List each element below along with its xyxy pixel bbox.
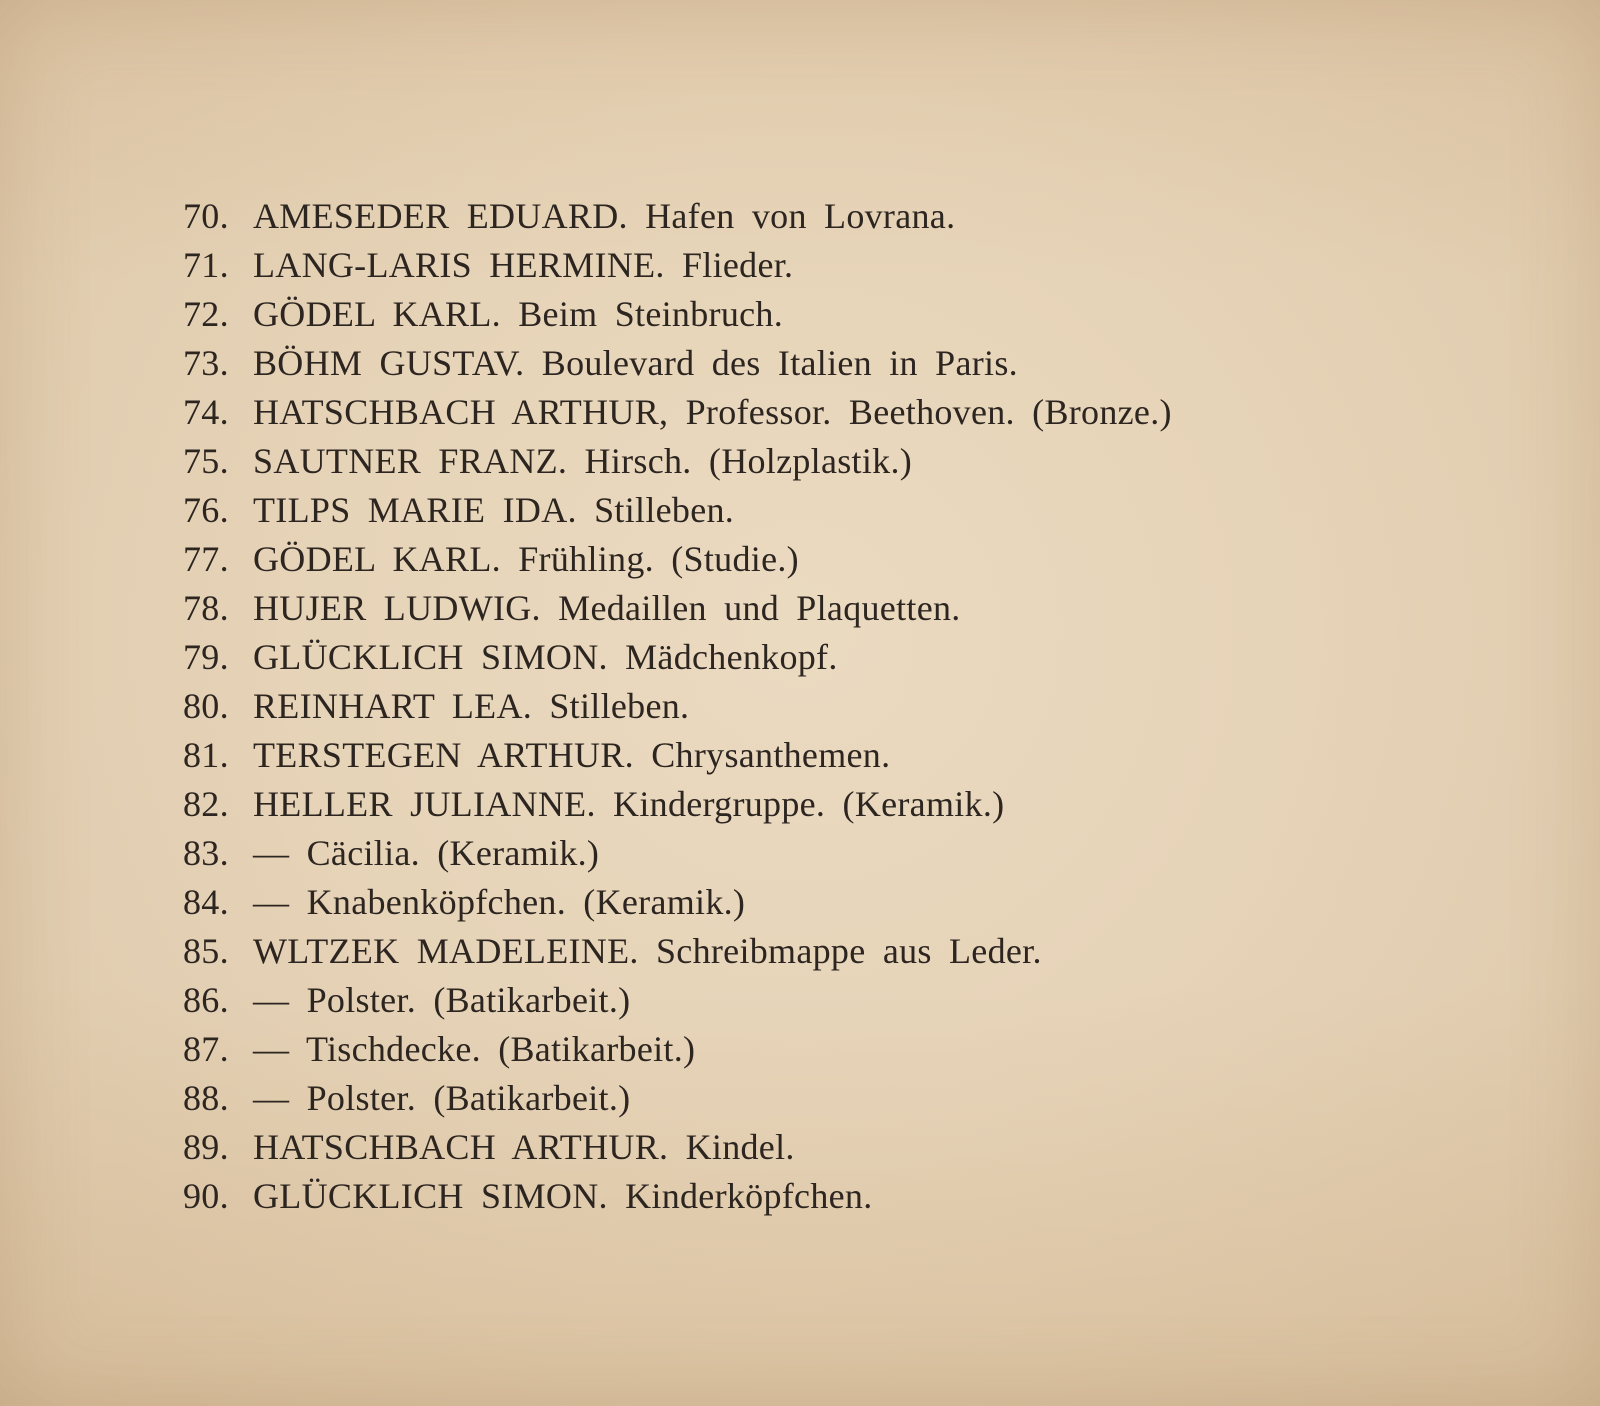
entry-text: WLTZEK MADELEINE. Schreibmappe aus Leder.	[253, 931, 1042, 971]
entry-number: 86.	[183, 980, 229, 1020]
entry-text: HELLER JULIANNE. Kindergruppe. (Keramik.)	[253, 784, 1005, 824]
entry-number: 74.	[183, 392, 229, 432]
catalog-entry	[183, 1025, 1172, 1074]
entry-text: BÖHM GUSTAV. Boulevard des Italien in Paris.	[253, 343, 1018, 383]
catalog-list	[183, 192, 1172, 1221]
entry-text: — Knabenköpfchen. (Keramik.)	[253, 882, 746, 922]
entry-text: LANG-LARIS HERMINE. Flieder.	[253, 245, 794, 285]
entry-text: — Tischdecke. (Batikarbeit.)	[253, 1029, 696, 1069]
catalog-entry	[183, 535, 1172, 584]
entry-text: HUJER LUDWIG. Medaillen und Plaquetten.	[253, 588, 961, 628]
entry-number: 90.	[183, 1176, 229, 1216]
entry-number: 82.	[183, 784, 229, 824]
entry-number: 78.	[183, 588, 229, 628]
entry-text: — Polster. (Batikarbeit.)	[253, 1078, 631, 1118]
catalog-entry	[183, 290, 1172, 339]
entry-number: 79.	[183, 637, 229, 677]
entry-text: HATSCHBACH ARTHUR, Professor. Beethoven. (Bronze.)	[253, 392, 1172, 432]
catalog-entry	[183, 633, 1172, 682]
entry-text: REINHART LEA. Stilleben.	[253, 686, 690, 726]
entry-number: 88.	[183, 1078, 229, 1118]
entry-text: — Polster. (Batikarbeit.)	[253, 980, 631, 1020]
catalog-entry	[183, 1074, 1172, 1123]
catalog-entry	[183, 731, 1172, 780]
entry-text: HATSCHBACH ARTHUR. Kindel.	[253, 1127, 795, 1167]
catalog-entry	[183, 437, 1172, 486]
catalog-entry	[183, 486, 1172, 535]
catalog-entry	[183, 584, 1172, 633]
entry-number: 80.	[183, 686, 229, 726]
catalog-entry	[183, 829, 1172, 878]
entry-number: 85.	[183, 931, 229, 971]
entry-number: 75.	[183, 441, 229, 481]
catalog-entry	[183, 927, 1172, 976]
entry-text: GLÜCKLICH SIMON. Kinderköpfchen.	[253, 1176, 873, 1216]
entry-number: 72.	[183, 294, 229, 334]
entry-number: 83.	[183, 833, 229, 873]
entry-number: 87.	[183, 1029, 229, 1069]
entry-text: — Cäcilia. (Keramik.)	[253, 833, 600, 873]
catalog-entry	[183, 682, 1172, 731]
entry-number: 73.	[183, 343, 229, 383]
catalog-entry	[183, 241, 1172, 290]
entry-text: GÖDEL KARL. Beim Steinbruch.	[253, 294, 784, 334]
entry-text: SAUTNER FRANZ. Hirsch. (Holzplastik.)	[253, 441, 913, 481]
catalog-entry	[183, 976, 1172, 1025]
entry-number: 70.	[183, 196, 229, 236]
entry-text: GÖDEL KARL. Frühling. (Studie.)	[253, 539, 799, 579]
catalog-entry	[183, 1123, 1172, 1172]
entry-text: AMESEDER EDUARD. Hafen von Lovrana.	[253, 196, 956, 236]
entry-number: 89.	[183, 1127, 229, 1167]
entry-number: 76.	[183, 490, 229, 530]
entry-text: GLÜCKLICH SIMON. Mädchenkopf.	[253, 637, 838, 677]
entry-number: 81.	[183, 735, 229, 775]
catalog-entry	[183, 780, 1172, 829]
entry-text: TILPS MARIE IDA. Stilleben.	[253, 490, 735, 530]
catalog-entry	[183, 1172, 1172, 1221]
catalog-entry	[183, 388, 1172, 437]
catalog-entry	[183, 192, 1172, 241]
entry-number: 77.	[183, 539, 229, 579]
entry-number: 71.	[183, 245, 229, 285]
catalog-entry	[183, 339, 1172, 388]
entry-number: 84.	[183, 882, 229, 922]
catalog-entry	[183, 878, 1172, 927]
entry-text: TERSTEGEN ARTHUR. Chrysanthemen.	[253, 735, 891, 775]
